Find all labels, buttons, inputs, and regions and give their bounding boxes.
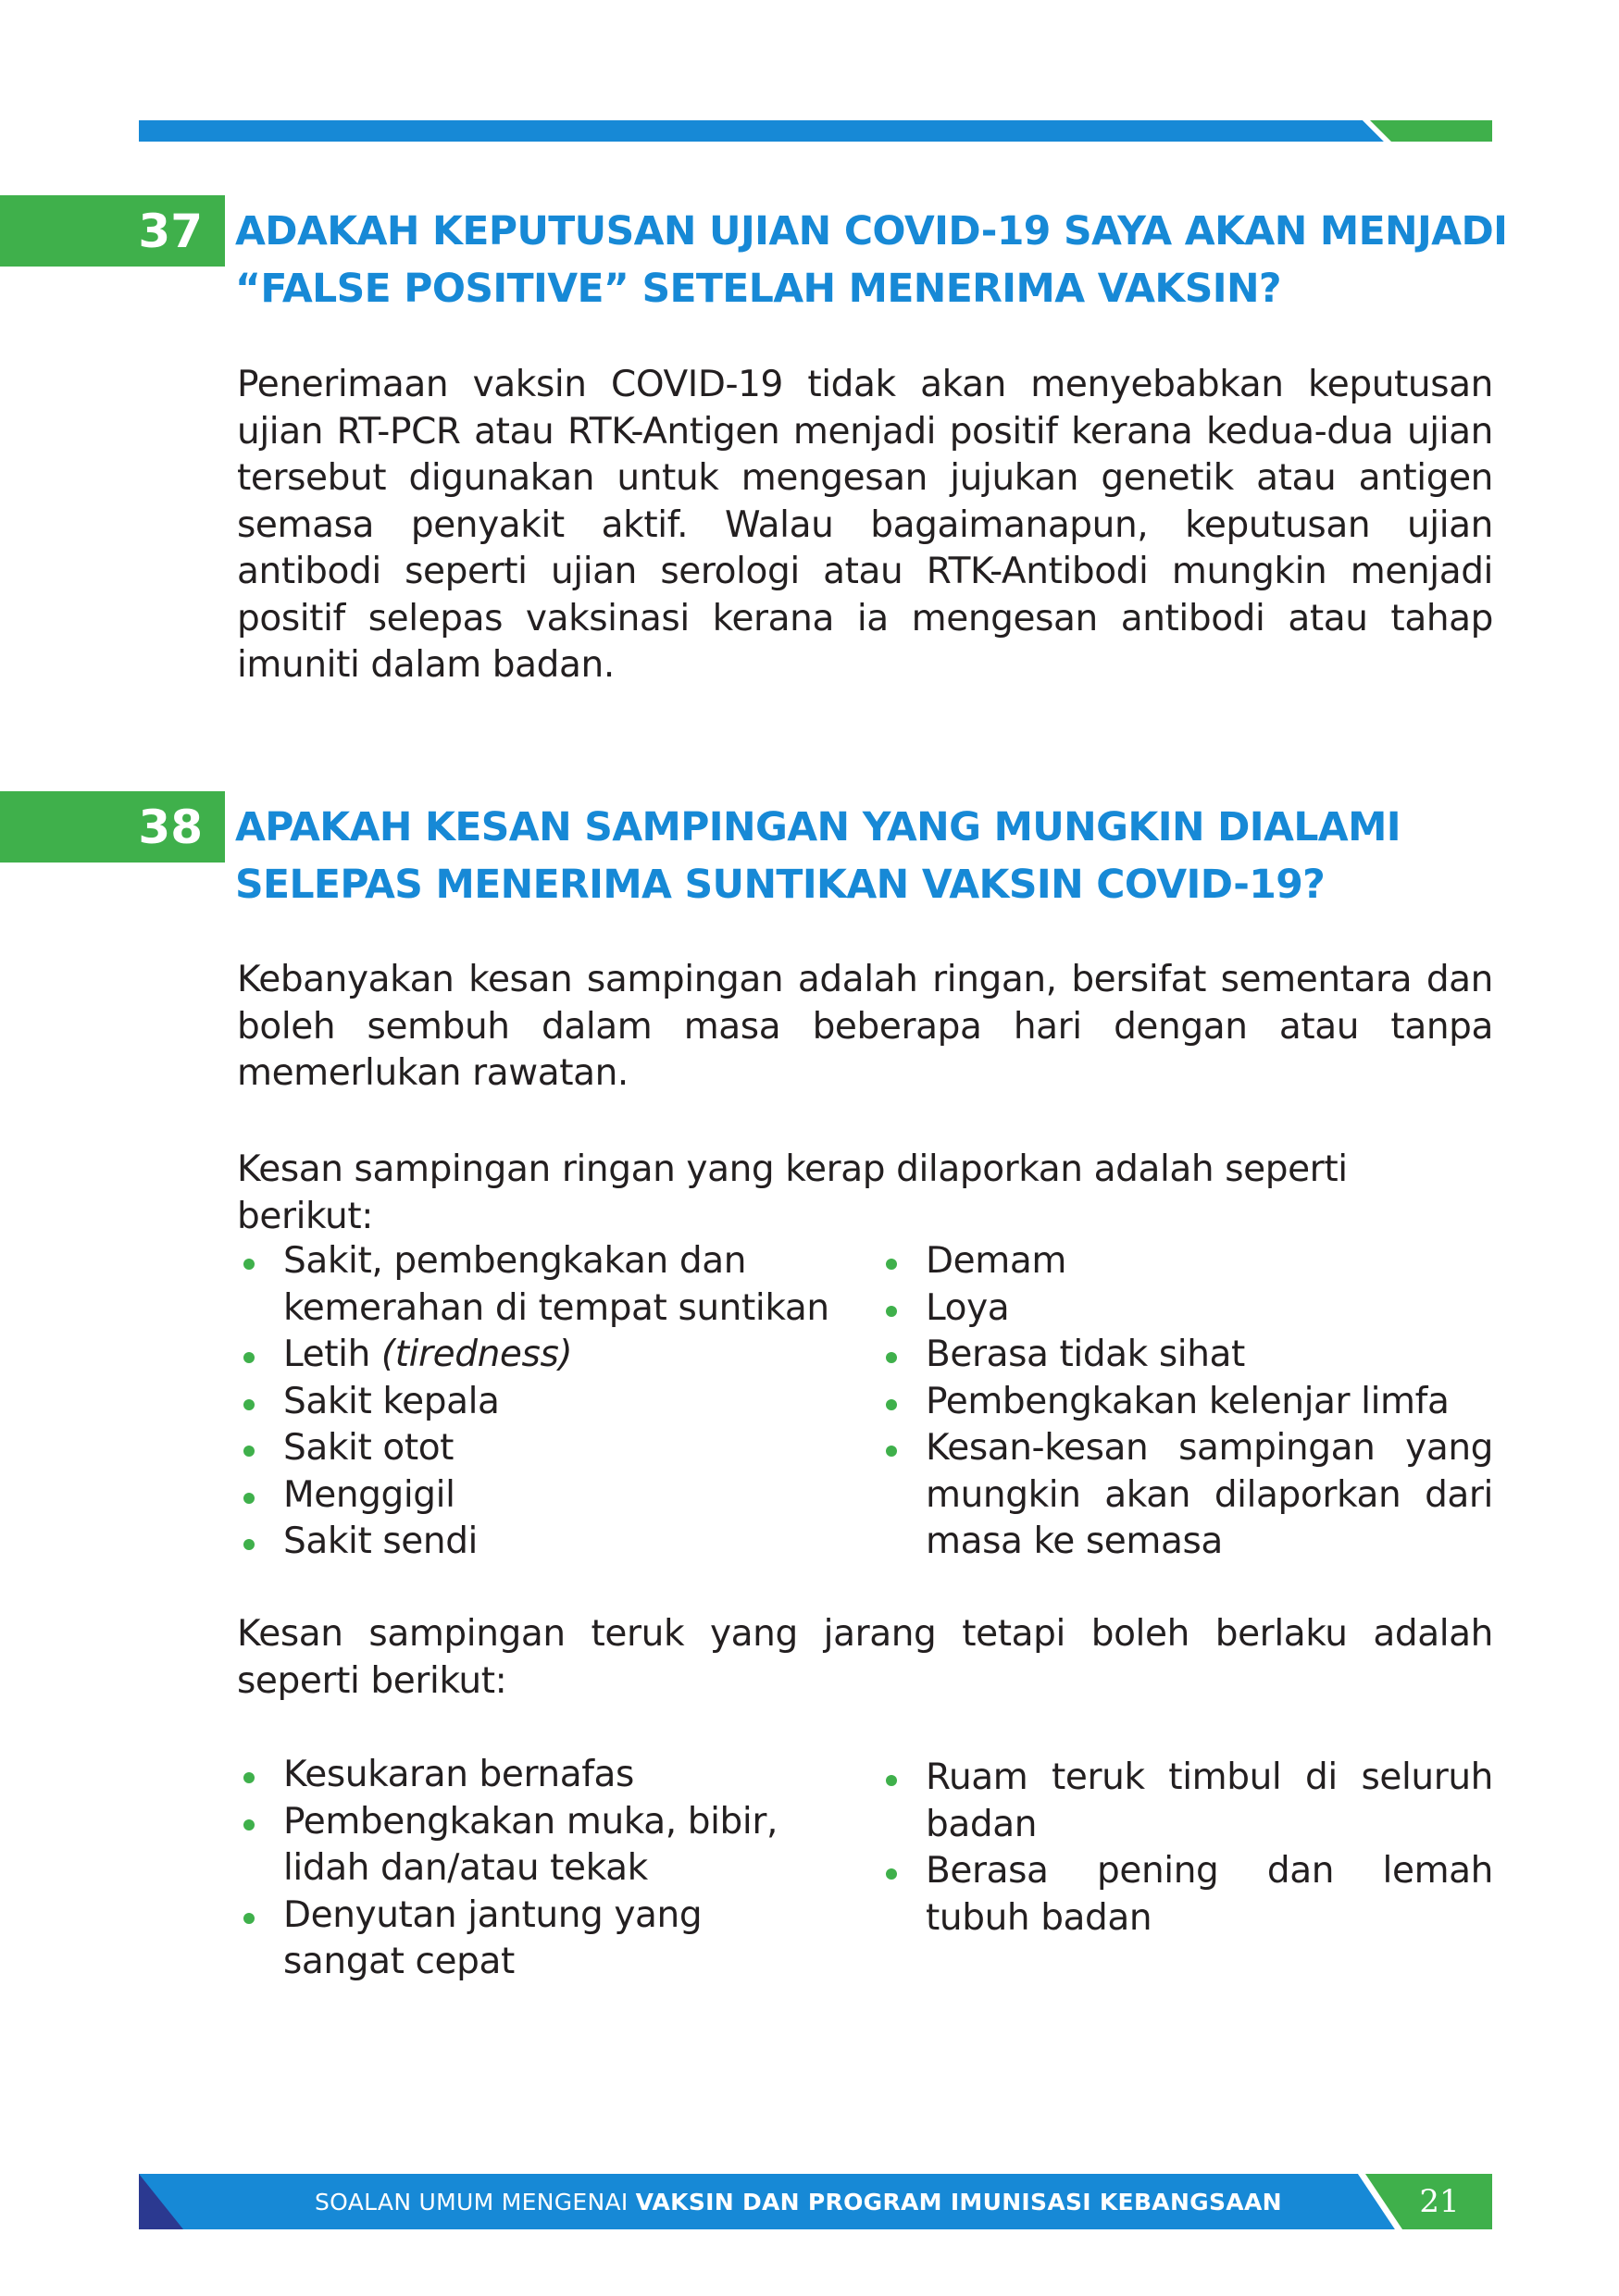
list-item-text: Denyutan jantung yang sangat cepat (283, 1893, 703, 1982)
list-item (879, 1848, 1493, 1942)
bullet-dot (243, 1913, 255, 1924)
question-title-line: SELEPAS MENERIMA SUNTIKAN VAKSIN COVID-19? (235, 863, 1326, 908)
list-item (879, 1285, 1493, 1333)
bullet-dot (243, 1399, 255, 1410)
bullet-dot (886, 1306, 897, 1317)
severe-effects-heading: Kesan sampingan teruk yang jarang tetapi boleh berlaku adalah seperti berikut: (237, 1613, 1493, 1702)
question-title-line: ADAKAH KEPUTUSAN UJIAN COVID-19 SAYA AKAN MENJADI (235, 209, 1508, 254)
question-number-badge: 37 (0, 195, 225, 267)
list-item (237, 1752, 792, 1799)
list-item-text: Loya (926, 1286, 1010, 1329)
list-item (879, 1332, 1493, 1379)
page-number: 21 (1419, 2183, 1460, 2220)
question-title-line: APAKAH KESAN SAMPINGAN YANG MUNGKIN DIALAMI (235, 805, 1401, 850)
list-item (879, 1425, 1493, 1566)
list-item-text: Sakit kepala (283, 1380, 500, 1422)
answer-paragraph: Penerimaan vaksin COVID-19 tidak akan menyebabkan keputusan ujian RT-PCR atau RTK-Antigen menjadi positif kerana kedua-dua ujian tersebut digunakan untuk mengesan jujukan genetik atau antigen semasa penyakit aktif. Walau bagaimanapun, keputusan ujian antibodi seperti ujian serologi atau RTK-Antibodi mungkin menjadi positif selepas vaksinasi kerana ia mengesan antibodi atau tahap imuniti dalam badan. (237, 364, 1493, 686)
bullet-dot (243, 1819, 255, 1831)
list-item-text: Sakit sendi (283, 1520, 478, 1562)
list-item (237, 1379, 848, 1426)
list-item-text: Kesan-kesan sampingan yang mungkin akan dilaporkan dari masa ke semasa (926, 1427, 1493, 1562)
list-item-text: Pembengkakan kelenjar limfa (926, 1380, 1450, 1422)
list-item-text: Ruam teruk timbul di seluruh badan (926, 1756, 1493, 1845)
bullet-dot (886, 1399, 897, 1410)
bullet-dot (886, 1446, 897, 1457)
bullet-dot (886, 1352, 897, 1363)
list-item (237, 1238, 848, 1332)
list-item (237, 1472, 848, 1520)
list-item-text: Pembengkakan muka, bibir, lidah dan/atau tekak (283, 1800, 778, 1889)
question-title (235, 800, 1513, 914)
severe-effects-list-right (879, 1755, 1493, 1942)
list-item-note: (tiredness) (380, 1334, 573, 1375)
list-item-text: Sakit, pembengkakan dan kemerahan di tempat suntikan (283, 1240, 829, 1329)
severe-effects-list-left (237, 1752, 792, 1986)
bullet-dot (243, 1259, 255, 1270)
list-item-text: Kesukaran bernafas (283, 1754, 634, 1795)
question-title (235, 204, 1513, 318)
footer-title-regular: SOALAN UMUM MENGENAI (315, 2188, 629, 2215)
bullet-dot (243, 1772, 255, 1783)
list-item (237, 1519, 848, 1566)
list-item-text: Berasa pening dan lemah tubuh badan (926, 1850, 1493, 1939)
list-item-text: Berasa tidak sihat (926, 1334, 1245, 1375)
footer-title-bold: VAKSIN DAN PROGRAM IMUNISASI KEBANGSAAN (635, 2188, 1282, 2215)
mild-effects-list-right (879, 1238, 1493, 1566)
footer-title (315, 2174, 1282, 2229)
list-item (237, 1893, 792, 1986)
list-item-text: Menggigil (283, 1473, 455, 1516)
bullet-dot (243, 1493, 255, 1504)
bullet-dot (886, 1259, 897, 1270)
list-item (237, 1799, 792, 1893)
question-number-badge: 38 (0, 791, 225, 863)
intro-paragraph: Kebanyakan kesan sampingan adalah ringan, bersifat sementara dan boleh sembuh dalam masa beberapa hari dengan atau tanpa memerlukan rawatan. (237, 959, 1493, 1094)
bullet-dot (886, 1868, 897, 1880)
list-item-label: Letih (283, 1334, 370, 1375)
list-item-text (283, 1334, 572, 1375)
list-item (879, 1238, 1493, 1285)
mild-effects-heading: Kesan sampingan ringan yang kerap dilaporkan adalah seperti berikut: (237, 1148, 1348, 1237)
list-item-text: Demam (926, 1240, 1066, 1282)
list-item-text: Sakit otot (283, 1427, 455, 1469)
top-header-band (139, 120, 1492, 142)
mild-effects-list-left (237, 1238, 848, 1566)
list-item (237, 1332, 848, 1379)
list-item (237, 1425, 848, 1472)
list-item (879, 1379, 1493, 1426)
bullet-dot (886, 1775, 897, 1786)
list-item (879, 1755, 1493, 1848)
question-title-line: “FALSE POSITIVE” SETELAH MENERIMA VAKSIN? (235, 267, 1281, 312)
bullet-dot (243, 1446, 255, 1457)
bullet-dot (243, 1352, 255, 1363)
bullet-dot (243, 1539, 255, 1550)
